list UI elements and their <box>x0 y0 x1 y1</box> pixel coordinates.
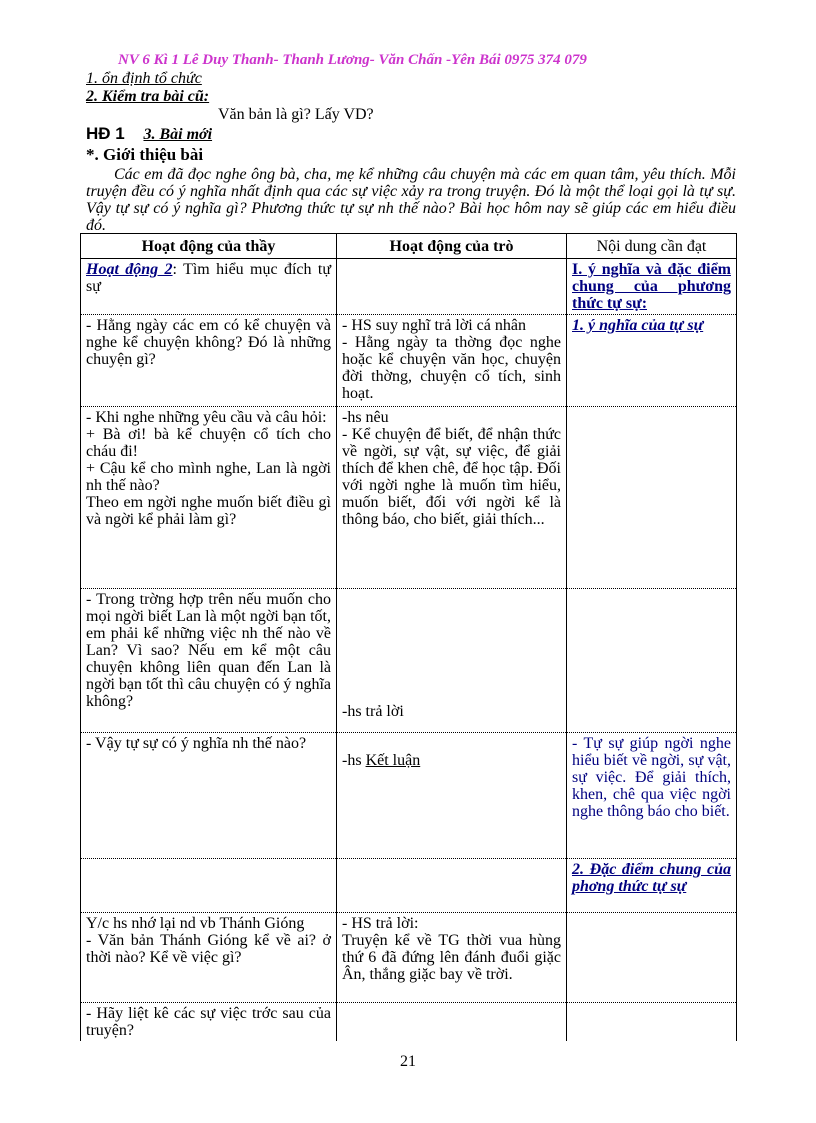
content-cell <box>567 1003 737 1042</box>
teacher-cell: Y/c hs nhớ lại nd vb Thánh Gióng - Văn bản Thánh Gióng kể về ai? ở thời nào? Kể về việc gì? <box>81 913 337 1003</box>
content-cell <box>567 859 737 913</box>
header-student: Hoạt động của trò <box>337 234 567 259</box>
table-row <box>81 407 737 589</box>
student-prefix: -hs <box>342 752 366 769</box>
conclusion-link[interactable]: Kết luận <box>365 752 421 769</box>
header-teacher: Hoạt động của thầy <box>81 234 337 259</box>
teacher-cell: - Khi nghe những yêu cầu và câu hỏi: + Bà ơi! bà kể chuyện cổ tích cho cháu đi! + Cậu kể cho mình nghe, Lan là ngời nh thế nào? Theo em ngời nghe muốn biết điều gì và ngời kể phải làm gì? <box>81 407 337 589</box>
page-number: 21 <box>400 1053 416 1070</box>
section-title: I. ý nghĩa và đặc điểm chung của phương thức tự sự: <box>572 261 731 312</box>
teacher-cell: - Hằng ngày các em có kể chuyện và nghe kể chuyện không? Đó là những chuyện gì? <box>81 315 337 407</box>
student-cell <box>337 859 567 913</box>
teacher-cell <box>81 259 337 315</box>
table-header-row <box>81 234 737 259</box>
review-question: Văn bản là gì? Lấy VD? <box>218 106 374 123</box>
content-cell: - Tự sự giúp ngời nghe hiểu biết về ngời, sự vật, sự việc. Để giải thích, khen, chê qua việc ngời nghe thông báo cho biết. <box>567 733 737 859</box>
student-cell: - HS trả lời: Truyện kể về TG thời vua hùng thứ 6 đã đứng lên đánh đuổi giặc Ân, thắng giặc bay về trời. <box>337 913 567 1003</box>
teacher-text: : Tìm hiểu mục đích tự sự <box>86 261 331 295</box>
step-stabilize: 1. ổn định tổ chức <box>86 70 202 87</box>
content-cell <box>567 589 737 733</box>
table-row <box>81 259 737 315</box>
table-row <box>81 913 737 1003</box>
subsection-title-2: 2. Đặc điểm chung của phơng thức tự sự <box>572 861 731 895</box>
hd-label: HĐ 1 <box>86 124 125 143</box>
teacher-cell: - Hãy liệt kê các sự việc trớc sau của truyện? <box>81 1003 337 1042</box>
content-cell <box>567 913 737 1003</box>
lesson-table <box>80 233 737 1041</box>
table-row <box>81 589 737 733</box>
subsection-title: 1. ý nghĩa của tự sự <box>572 317 704 334</box>
page-header: NV 6 Kì 1 Lê Duy Thanh- Thanh Lương- Văn Chấn -Yên Bái 0975 374 079 <box>118 52 587 68</box>
student-cell <box>337 1003 567 1042</box>
intro-paragraph <box>86 166 736 234</box>
student-cell: - HS suy nghĩ trả lời cá nhân - Hằng ngày ta thờng đọc nghe hoặc kể chuyện văn học, chuyện đời thờng, chuyện cổ tích, sinh hoạt. <box>337 315 567 407</box>
content-cell <box>567 259 737 315</box>
table-row <box>81 315 737 407</box>
table-row <box>81 1003 737 1042</box>
teacher-cell: - Trong trờng hợp trên nếu muốn cho mọi ngời biết Lan là một ngời bạn tốt, em phải kể những việc nh thế nào về Lan? Vì sao? Nếu em kể một câu chuyện không liên quan đến Lan là ngời bạn tốt thì câu chuyện có ý nghĩa không? <box>81 589 337 733</box>
student-cell <box>337 733 567 859</box>
table-row <box>81 859 737 913</box>
student-cell: -hs nêu - Kể chuyện để biết, để nhận thức về ngời, sự vật, sự việc, để giải thích để khen chê, để học tập. Đối với ngời nghe là muốn tìm hiểu, muốn biết, đối với ngời kể là thông báo, cho biết, giải thích... <box>337 407 567 589</box>
student-cell <box>337 259 567 315</box>
table-row <box>81 733 737 859</box>
teacher-cell <box>81 859 337 913</box>
intro-text: Các em đã đọc nghe ông bà, cha, mẹ kể những câu chuyện mà các em quan tâm, yêu thích. Mỗi truyện đều có ý nghĩa nhất định qua các sự việc xảy ra trong truyện. Đó là một thể loại gọi là tự sự. Vậy tự sự có ý nghĩa gì? Phương thức tự sự nh thế nào? Bài học hôm nay sẽ giúp các em hiểu điều đó. <box>86 166 736 234</box>
teacher-cell: - Vậy tự sự có ý nghĩa nh thế nào? <box>81 733 337 859</box>
student-cell: -hs trả lời <box>337 589 567 733</box>
activity-label <box>86 124 212 144</box>
intro-title: *. Giới thiệu bài <box>86 145 204 164</box>
header-content: Nội dung cần đạt <box>567 234 737 259</box>
content-cell <box>567 407 737 589</box>
step-new-lesson: 3. Bài mới <box>143 126 213 143</box>
content-cell <box>567 315 737 407</box>
step-review: 2. Kiểm tra bài cũ: <box>86 88 210 105</box>
activity-2-label: Hoạt động 2 <box>86 261 173 278</box>
